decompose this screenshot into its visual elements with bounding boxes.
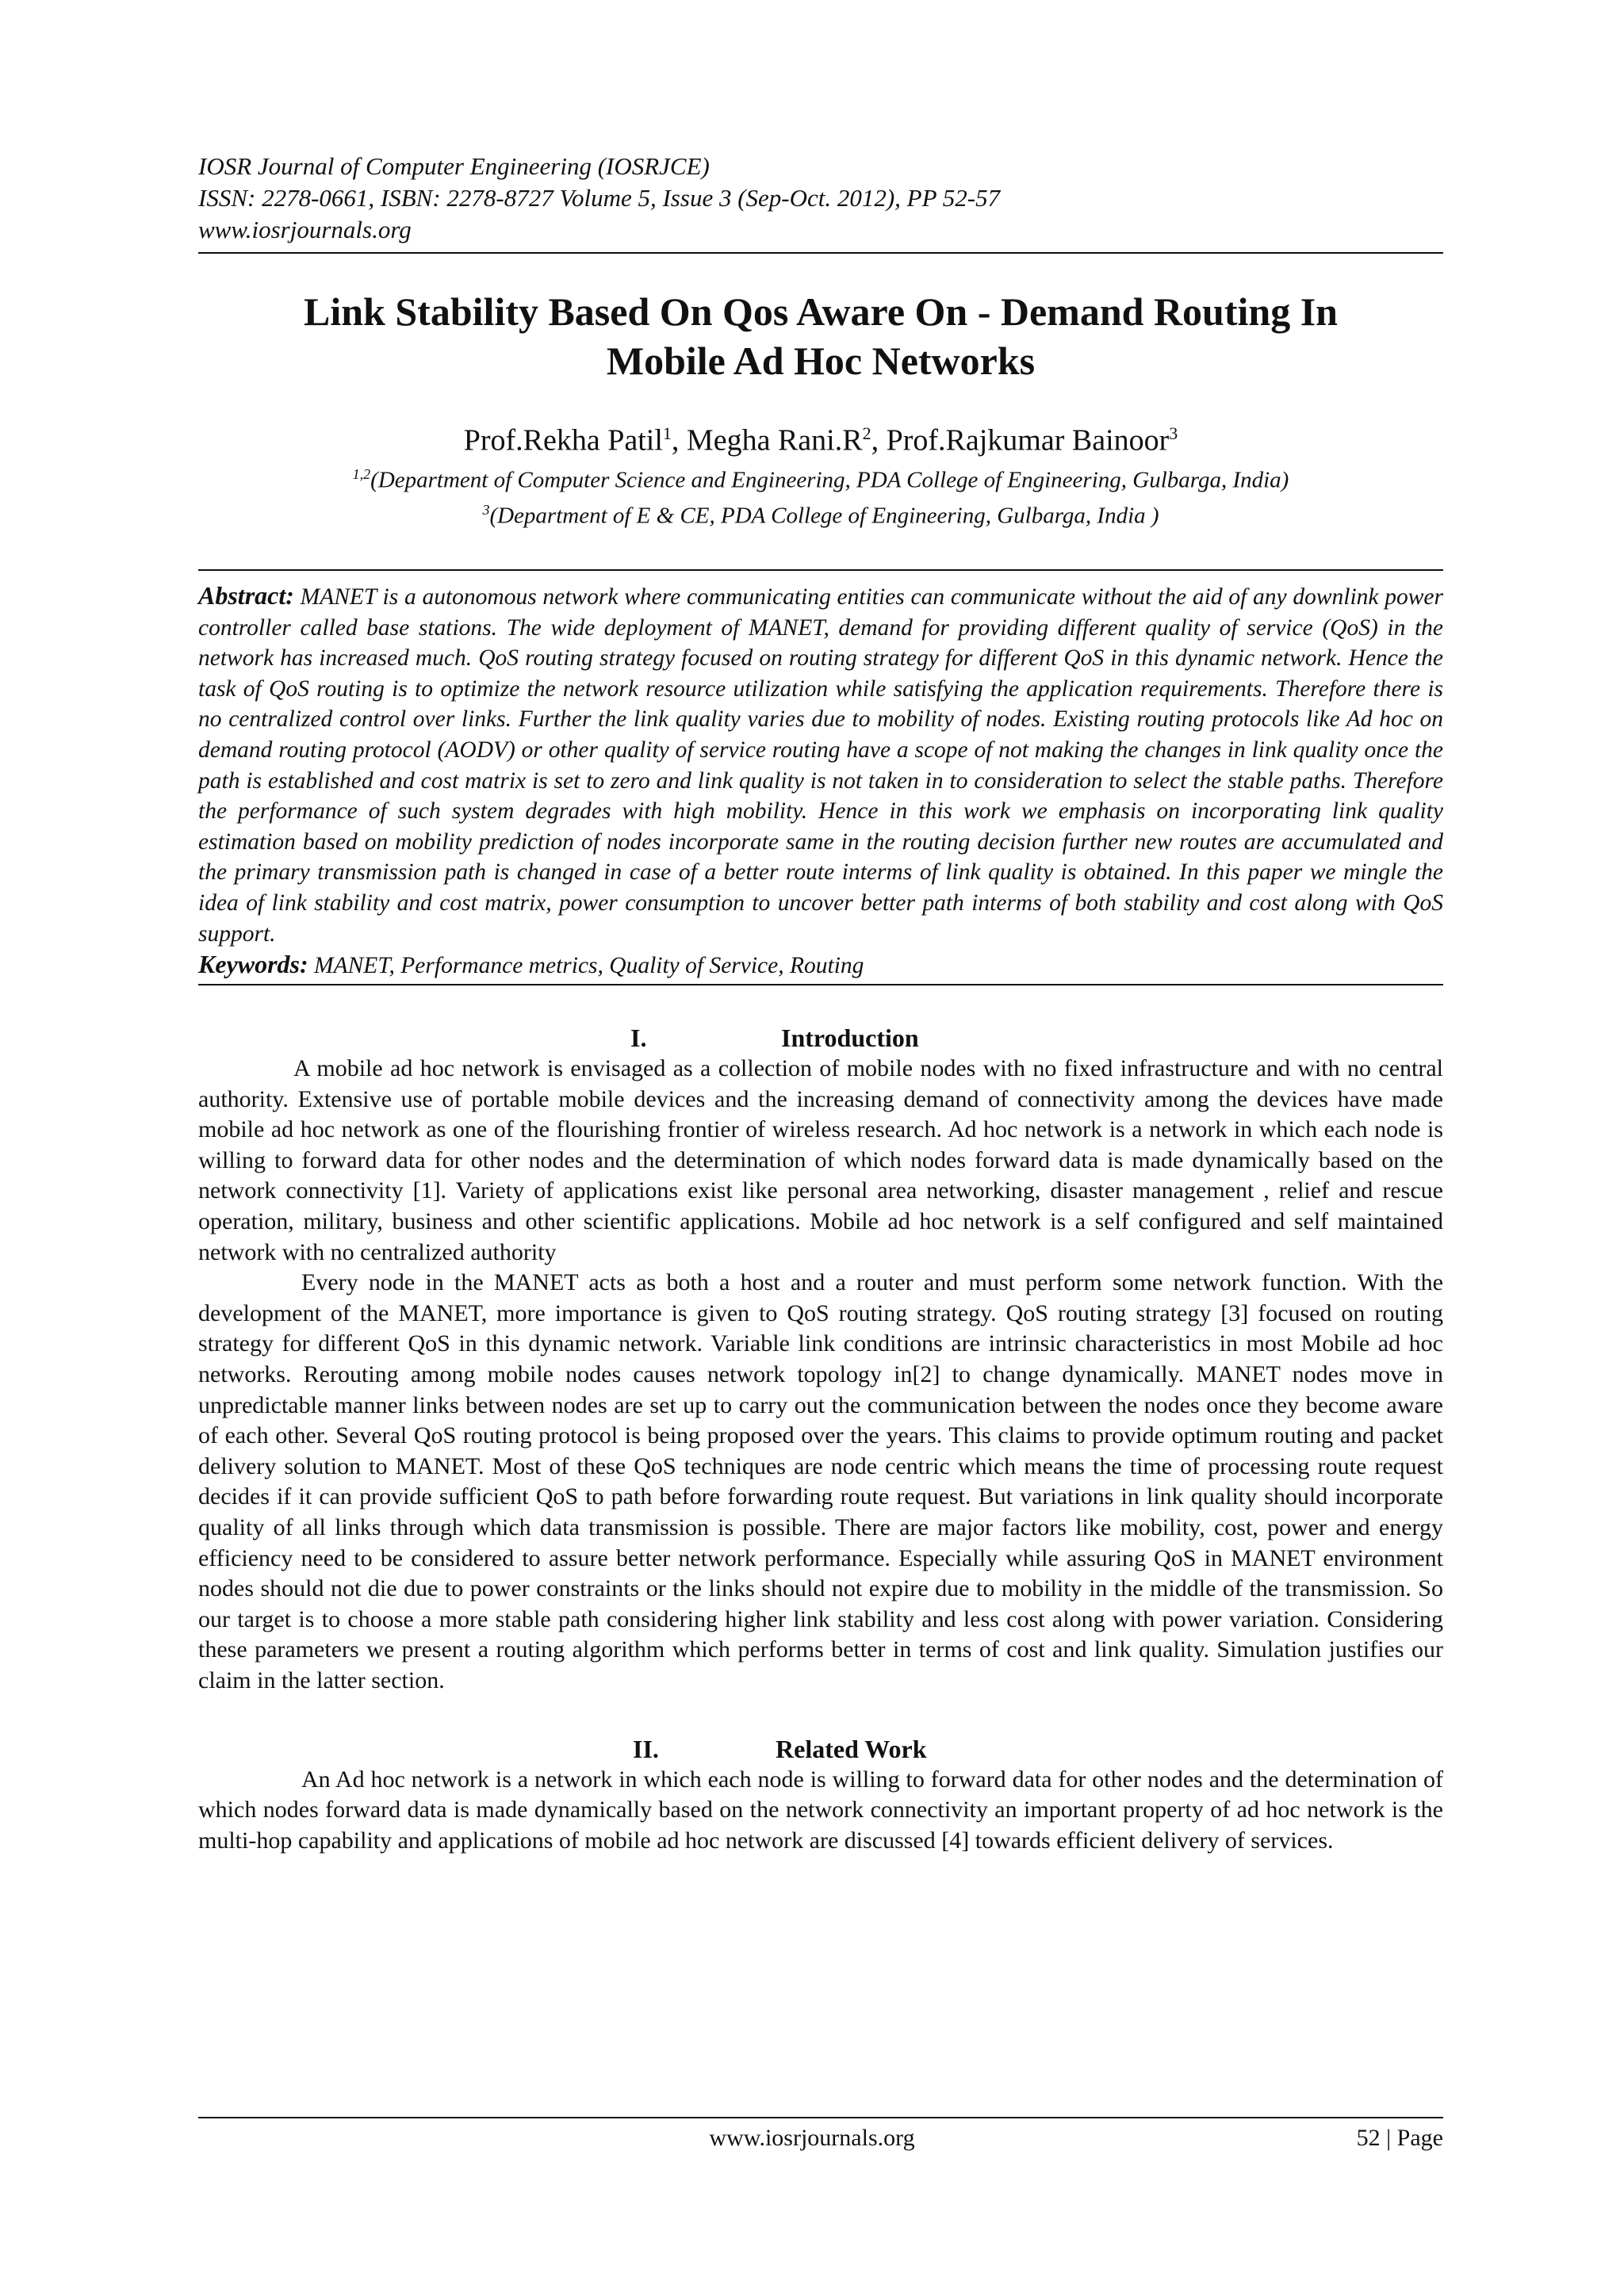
section-title: Related Work — [776, 1734, 927, 1763]
section-number: I. — [630, 1024, 647, 1053]
journal-issn: ISSN: 2278-0661, ISBN: 2278-8727 Volume 5, Issue 3 (Sep-Oct. 2012), PP 52-57 — [198, 184, 1001, 212]
footer-divider — [198, 2117, 1443, 2118]
author-3: , Prof.Rajkumar Bainoor — [871, 423, 1170, 457]
keywords — [198, 949, 1443, 981]
affiliation-1 — [198, 459, 1443, 496]
paper-title-line-2: Mobile Ad Hoc Networks — [606, 339, 1036, 383]
author-1: Prof.Rekha Patil — [463, 423, 663, 457]
paragraph: An Ad hoc network is a network in which each node is willing to forward data for other nodes and the determination of which nodes forward data is made dynamically based on the network connectivity an important property of ad hoc network is the multi-hop capability and applications of mobile ad hoc network are discussed [4] towards efficient delivery of services. — [198, 1766, 1443, 1854]
paragraph: Every node in the MANET acts as both a host and a router and must perform some network function. With the development of the MANET, more importance is given to QoS routing strategy. QoS routing strategy [3] focused on routing strategy for different QoS in this dynamic network. Variable link conditions are intrinsic characteristics in most Mobile ad hoc networks. Rerouting among mobile nodes causes network topology in[2] to change dynamically. MANET nodes move in unpredictable manner links between nodes are set up to carry out the communication between the nodes once they become aware of each other. Several QoS routing protocol is being proposed over the years. This claims to provide optimum routing and packet delivery solution to MANET. Most of these QoS techniques are node centric which means the time of processing route request decides if it can provide sufficient QoS to path before forwarding route request. But variations in link quality should incorporate quality of all links through which data transmission is possible. There are major factors like mobility, cost, power and energy efficiency need to be considered to assure better network performance. Especially while assuring QoS in MANET environment nodes should not die due to power constraints or the links should not expire due to mobility in the middle of the transmission. So our target is to choose a more stable path considering higher link stability and less cost along with power variation. Considering these parameters we present a routing algorithm which performs better in terms of cost and link quality. Simulation justifies our claim in the latter section. — [198, 1269, 1443, 1693]
header-divider — [198, 252, 1443, 254]
journal-website: www.iosrjournals.org — [198, 216, 412, 243]
keywords-text: MANET, Performance metrics, Quality of Service, Routing — [314, 953, 864, 979]
page-content — [198, 151, 1443, 1856]
author-1-marker: 1 — [662, 423, 672, 443]
affiliation-2 — [198, 495, 1443, 531]
affiliation-1-marker: 1,2 — [352, 465, 371, 482]
abstract-label: Abstract: — [198, 580, 294, 610]
running-header — [198, 151, 1443, 246]
page-number: 52 | Page — [1356, 2125, 1443, 2151]
paper-title — [198, 287, 1443, 385]
author-2: , Megha Rani.R — [671, 423, 863, 457]
section-body-related-work — [198, 1765, 1443, 1857]
abstract-top-divider — [198, 569, 1443, 571]
keywords-label: Keywords: — [198, 950, 308, 979]
paragraph: A mobile ad hoc network is envisaged as a collection of mobile nodes with no fixed infrastructure and with no central authority. Extensive use of portable mobile devices and the increasing demand of connectivity among the devices have made mobile ad hoc network as one of the flourishing frontier of wireless research. Ad hoc network is a network in which each node is willing to forward data for other nodes and the determination of which nodes forward data is made dynamically based on the network connectivity [1]. Variety of applications exist like personal area networking, disaster management , relief and rescue operation, military, business and other scientific applications. Mobile ad hoc network is a self configured and self maintained network with no centralized authority — [198, 1055, 1443, 1265]
affiliation-1-text: (Department of Computer Science and Engineering, PDA College of Engineering, Gulbarga, India) — [370, 467, 1289, 493]
affiliation-2-marker: 3 — [482, 502, 490, 519]
journal-name: IOSR Journal of Computer Engineering (IOSRJCE) — [198, 152, 710, 180]
author-list — [198, 415, 1443, 459]
paper-title-line-1: Link Stability Based On Qos Aware On - Demand Routing In — [304, 289, 1338, 334]
abstract — [198, 580, 1443, 949]
section-body-introduction — [198, 1054, 1443, 1696]
abstract-bottom-divider — [198, 984, 1443, 985]
author-2-marker: 2 — [862, 423, 871, 443]
section-title: Introduction — [781, 1024, 919, 1053]
section-heading-introduction — [198, 1022, 1443, 1054]
footer-website: www.iosrjournals.org — [709, 2125, 915, 2151]
section-heading-related-work — [198, 1733, 1443, 1765]
abstract-text: MANET is a autonomous network where communicating entities can communicate without the aid of any downlink power controller called base stations. The wide deployment of MANET, demand for providing different quality of service (QoS) in the network has increased much. QoS routing strategy focused on routing strategy for different QoS in this dynamic network. Hence the task of QoS routing is to optimize the network resource utilization while satisfying the application requirements. Therefore there is no centralized control over links. Further the link quality varies due to mobility of nodes. Existing routing protocols like Ad hoc on demand routing protocol (AODV) or other quality of service routing have a scope of not making the changes in link quality once the path is established and cost matrix is set to zero and link quality is not taken in to consideration to select the stable paths. Therefore the performance of such system degrades with high mobility. Hence in this work we emphasis on incorporating link quality estimation based on mobility prediction of nodes incorporate same in the routing decision further new routes are accumulated and the primary transmission path is changed in case of a better route interms of link quality is obtained. In this paper we mingle the idea of link stability and cost matrix, power consumption to uncover better path interms of both stability and cost along with QoS support. — [198, 584, 1443, 947]
affiliation-2-text: (Department of E & CE, PDA College of Engineering, Gulbarga, India ) — [489, 503, 1159, 529]
author-3-marker: 3 — [1169, 423, 1178, 443]
section-number: II. — [633, 1734, 659, 1763]
